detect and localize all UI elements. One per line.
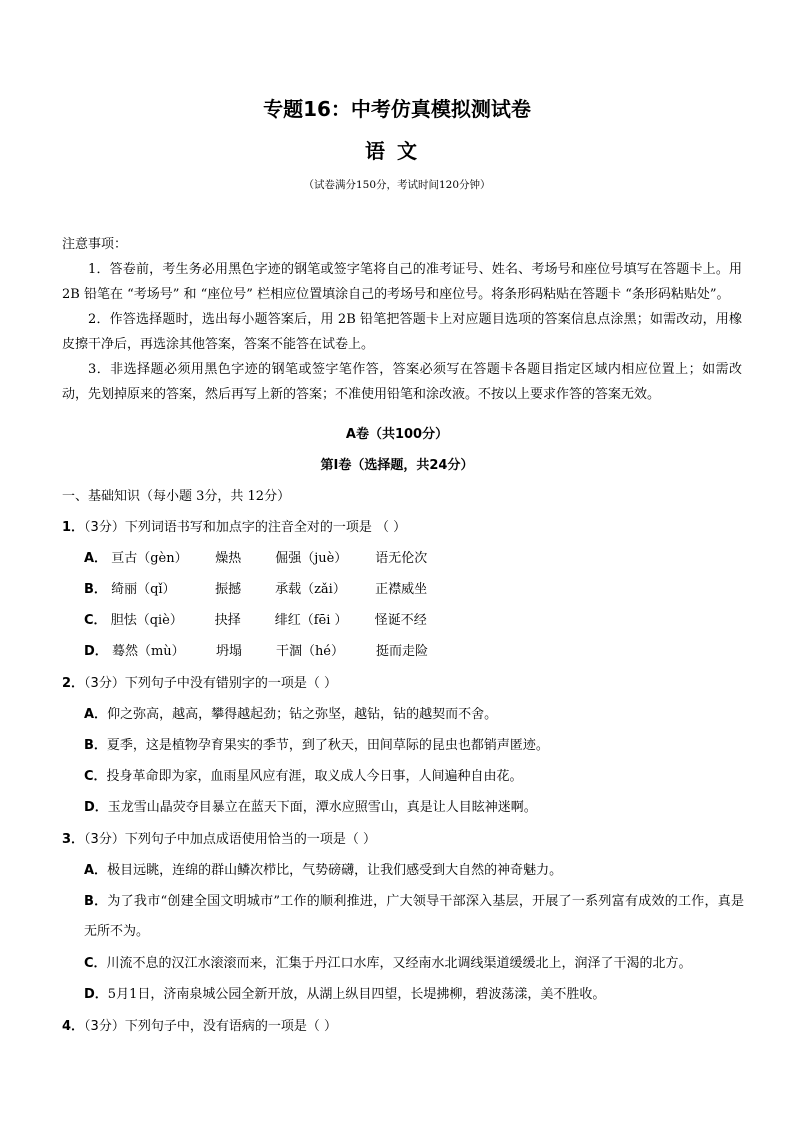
q2-option-a: [84, 706, 744, 724]
exam-title: 专题16：中考仿真模拟测试卷: [263, 97, 531, 121]
q2-option-c: [84, 768, 744, 786]
option-word: 振撼: [215, 582, 242, 597]
option-word: 亘古（gèn）: [111, 551, 188, 566]
question-text: 下列词语书写和加点字的注音全对的一项是 （ ）: [124, 520, 407, 535]
question-number: 2．: [62, 676, 85, 691]
question-text: 下列句子中没有错别字的一项是（ ）: [124, 676, 337, 691]
notice-item: 2．作答选择题时，选出每小题答案后，用 2B 铅笔把答题卡上对应题目选项的答案信息点涂黑；如需改动，用橡皮擦干净后，再选涂其他答案，答案不能答在试卷上。: [62, 312, 742, 352]
option-word: 绮丽（qǐ）: [111, 582, 176, 597]
basic-knowledge-heading: 一、基础知识（每小题 3分，共 12分）: [62, 489, 291, 504]
option-letter: B．: [84, 894, 108, 909]
option-letter: A．: [84, 863, 108, 878]
q2-option-d: [84, 799, 744, 817]
option-letter: C．: [84, 769, 107, 784]
q3-option-d: [84, 986, 744, 1004]
q1-option-d: [84, 643, 744, 661]
option-word: 正襟威坐: [375, 582, 428, 597]
option-text: 5月1日，济南泉城公园全新开放，从湖上纵目四望，长堤拂柳，碧波荡漾，美不胜收。: [107, 987, 606, 1002]
option-word: 绯红（fēi ）: [274, 613, 348, 628]
q1-option-c: [84, 612, 744, 630]
option-word: 蓦然（mù）: [111, 644, 185, 659]
q1-option-a: [84, 550, 744, 568]
question-text: 下列句子中加点成语使用恰当的一项是（ ）: [124, 832, 376, 847]
option-text: 极目远眺，连绵的群山鳞次栉比，气势磅礴，让我们感受到大自然的神奇魅力。: [107, 863, 563, 878]
option-word: 挺而走险: [375, 644, 428, 659]
question-number: 3．: [62, 832, 85, 847]
q3-option-b: [84, 887, 744, 947]
question-2-stem: [62, 675, 752, 693]
q3-option-c: [84, 955, 744, 973]
volume-a-heading: A卷（共100分）: [345, 427, 449, 442]
notice-item: 1．答卷前，考生务必用黑色字迹的钢笔或签字笔将自己的准考证号、姓名、考场号和座位号填写在答题卡上。用 2B 铅笔在 “考场号” 和 “座位号” 栏相应位置填涂自己的考场号和座位号。将条形码粘贴在答题卡 “条形码粘贴处”。: [62, 262, 742, 302]
option-letter: D．: [84, 644, 108, 659]
option-letter: B．: [84, 738, 107, 753]
question-3-stem: [62, 831, 752, 849]
option-text: 玉龙雪山晶荧夺目暴立在蓝天下面，潭水应照雪山，真是让人目眩神迷啊。: [107, 800, 537, 815]
question-number: 1．: [62, 520, 85, 535]
question-score: （3分）: [84, 520, 125, 535]
option-letter: C．: [84, 956, 107, 971]
option-word: 承载（zǎi）: [275, 582, 346, 597]
option-word: 干涸（hé）: [275, 644, 345, 659]
exam-meta: （试卷满分150分，考试时间120分钟）: [303, 179, 491, 191]
option-text: 夏季，这是植物孕育果实的季节，到了秋天，田间草际的昆虫也都销声匿迹。: [106, 738, 549, 753]
option-word: 倔强（juè）: [275, 551, 348, 566]
question-score: （3分）: [84, 676, 125, 691]
part-one-heading: 第Ⅰ卷（选择题，共24分）: [320, 458, 474, 473]
option-word: 坍塌: [215, 644, 242, 659]
question-1-stem: [62, 519, 752, 537]
notice-block: [62, 232, 742, 407]
option-text: 川流不息的汉江水滚滚而来，汇集于丹江口水库，又经南水北调线渠道缓缓北上，润泽了干渴的北方。: [106, 956, 692, 971]
option-letter: B．: [84, 582, 107, 597]
question-4-stem: [62, 1018, 752, 1036]
option-word: 抉择: [214, 613, 241, 628]
notice-item: 3．非选择题必须用黑色字迹的钢笔或签字笔作答，答案必须写在答题卡各题目指定区域内相应位置上；如需改动，先划掉原来的答案，然后再写上新的答案；不准使用铅笔和涂改液。不按以上要求作答的答案无效。: [62, 362, 742, 402]
question-score: （3分）: [84, 1019, 125, 1034]
option-text: 为了我市“创建全国文明城市”工作的顺利推进，广大领导干部深入基层，开展了一系列富有成效的工作，真是无所不为。: [84, 894, 744, 939]
q1-option-b: [84, 581, 744, 599]
option-word: 语无伦次: [375, 551, 428, 566]
question-score: （3分）: [84, 832, 125, 847]
option-word: 燥热: [215, 551, 242, 566]
subject-title: 语文: [365, 139, 429, 163]
option-letter: D．: [84, 800, 108, 815]
option-text: 投身革命即为家，血雨星风应有涯，取义成人今日事，人间遍种自由花。: [106, 769, 523, 784]
option-letter: C．: [84, 613, 107, 628]
q2-option-b: [84, 737, 744, 755]
option-letter: A．: [84, 551, 108, 566]
question-number: 4．: [62, 1019, 85, 1034]
option-text: 仰之弥高，越高，攀得越起劲；钻之弥坚，越钻，钻的越契而不舍。: [107, 707, 498, 722]
notice-heading: 注意事项：: [62, 237, 128, 252]
option-word: 怪诞不经: [374, 613, 427, 628]
q3-option-a: [84, 862, 744, 880]
option-word: 胆怯（qiè）: [110, 613, 183, 628]
option-letter: D．: [84, 987, 108, 1002]
option-letter: A．: [84, 707, 108, 722]
question-text: 下列句子中，没有语病的一项是（ ）: [124, 1019, 337, 1034]
